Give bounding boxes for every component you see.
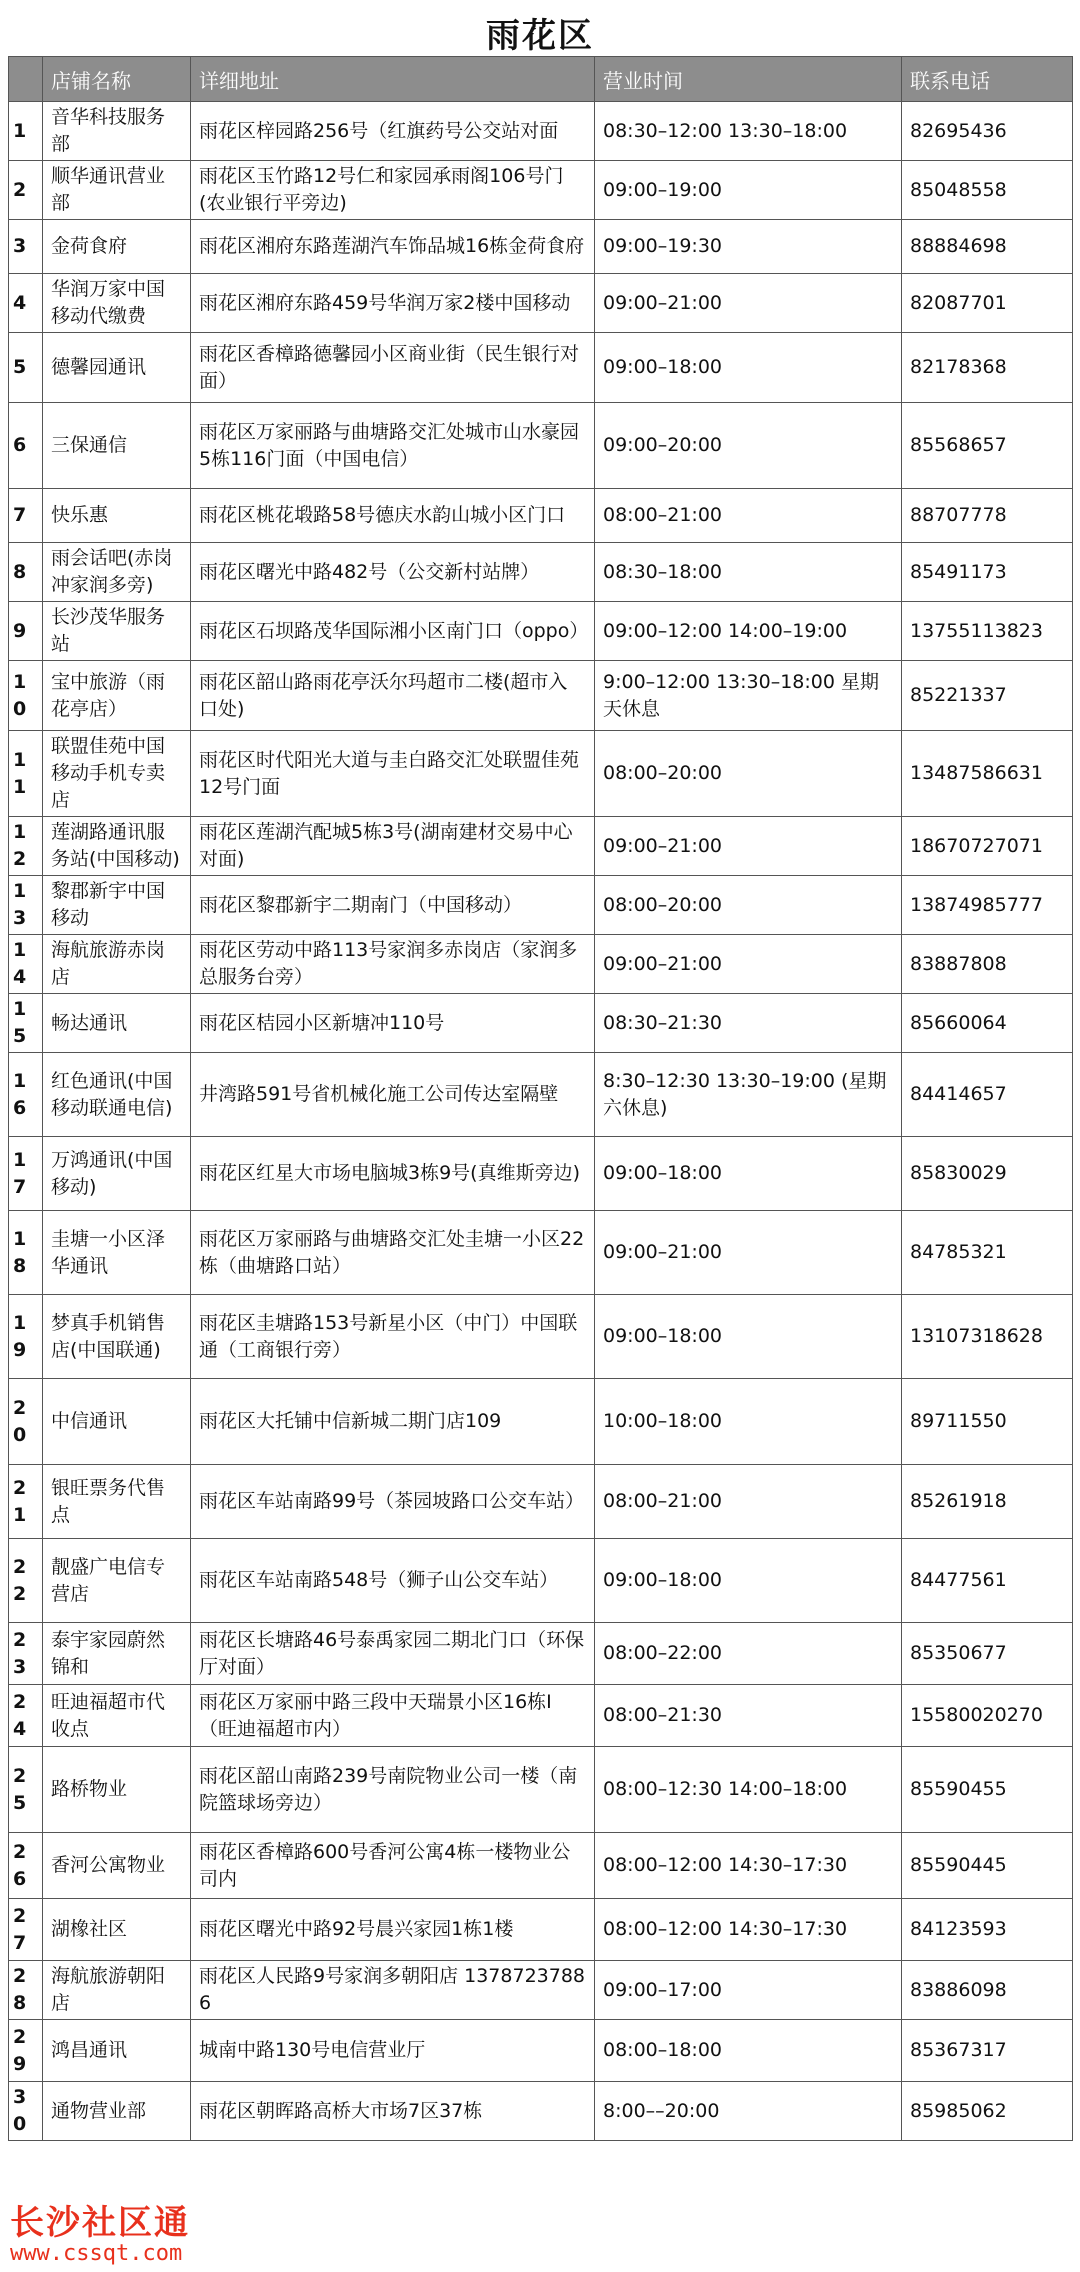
phone-cell: 85367317 xyxy=(902,2020,1073,2082)
hours-cell: 08:00–12:30 14:00–18:00 xyxy=(595,1747,902,1833)
table-row xyxy=(9,543,1073,602)
page-title: 雨花区 xyxy=(486,16,594,56)
phone-cell: 85350677 xyxy=(902,1623,1073,1685)
row-index: 13 xyxy=(9,876,43,935)
phone-cell: 85568657 xyxy=(902,403,1073,489)
row-index: 28 xyxy=(9,1961,43,2020)
table-row xyxy=(9,403,1073,489)
table-row xyxy=(9,1539,1073,1623)
phone-cell: 13755113823 xyxy=(902,602,1073,661)
store-name-cell: 鸿昌通讯 xyxy=(43,2020,191,2082)
phone-cell: 85221337 xyxy=(902,661,1073,731)
row-index: 6 xyxy=(9,403,43,489)
store-name-cell: 通物营业部 xyxy=(43,2082,191,2141)
table-row xyxy=(9,1623,1073,1685)
address-cell: 雨花区石坝路茂华国际湘小区南门口（oppo） xyxy=(191,602,595,661)
store-name-cell: 万鸿通讯(中国移动) xyxy=(43,1137,191,1211)
phone-cell: 82695436 xyxy=(902,102,1073,161)
store-name-cell: 德馨园通讯 xyxy=(43,333,191,403)
address-cell: 雨花区桃花塅路58号德庆水韵山城小区门口 xyxy=(191,489,595,543)
row-index: 3 xyxy=(9,220,43,274)
phone-cell: 88884698 xyxy=(902,220,1073,274)
table-row xyxy=(9,731,1073,817)
hours-cell: 8:30–12:30 13:30–19:00 (星期六休息) xyxy=(595,1053,902,1137)
store-name-cell: 顺华通讯营业部 xyxy=(43,161,191,220)
watermark-url: www.cssqt.com xyxy=(10,2241,183,2266)
row-index: 30 xyxy=(9,2082,43,2141)
hours-cell: 09:00–21:00 xyxy=(595,1211,902,1295)
store-name-cell: 黎郡新宇中国移动 xyxy=(43,876,191,935)
address-cell: 雨花区人民路9号家润多朝阳店 13787237886 xyxy=(191,1961,595,2020)
store-name-cell: 雨会话吧(赤岗冲家润多旁) xyxy=(43,543,191,602)
address-cell: 雨花区曙光中路482号（公交新村站牌） xyxy=(191,543,595,602)
store-name-cell: 莲湖路通讯服务站(中国移动) xyxy=(43,817,191,876)
row-index: 8 xyxy=(9,543,43,602)
hours-cell: 08:30–12:00 13:30–18:00 xyxy=(595,102,902,161)
store-name-cell: 宝中旅游（雨花亭店） xyxy=(43,661,191,731)
table-row xyxy=(9,1747,1073,1833)
address-cell: 雨花区桔园小区新塘冲110号 xyxy=(191,994,595,1053)
header-phone: 联系电话 xyxy=(902,57,1073,102)
address-cell: 雨花区长塘路46号泰禹家园二期北门口（环保厅对面） xyxy=(191,1623,595,1685)
store-name-cell: 梦真手机销售店(中国联通) xyxy=(43,1295,191,1379)
store-name-cell: 联盟佳苑中国移动手机专卖店 xyxy=(43,731,191,817)
phone-cell: 85048558 xyxy=(902,161,1073,220)
phone-cell: 88707778 xyxy=(902,489,1073,543)
hours-cell: 09:00–19:00 xyxy=(595,161,902,220)
phone-cell: 85590445 xyxy=(902,1833,1073,1899)
phone-cell: 18670727071 xyxy=(902,817,1073,876)
table-row xyxy=(9,994,1073,1053)
row-index: 19 xyxy=(9,1295,43,1379)
store-name-cell: 长沙茂华服务站 xyxy=(43,602,191,661)
hours-cell: 08:00–12:00 14:30–17:30 xyxy=(595,1899,902,1961)
store-name-cell: 快乐惠 xyxy=(43,489,191,543)
hours-cell: 09:00–18:00 xyxy=(595,1137,902,1211)
store-name-cell: 金荷食府 xyxy=(43,220,191,274)
row-index: 10 xyxy=(9,661,43,731)
store-name-cell: 三保通信 xyxy=(43,403,191,489)
table-row xyxy=(9,2082,1073,2141)
header-index xyxy=(9,57,43,102)
row-index: 29 xyxy=(9,2020,43,2082)
table-row xyxy=(9,2020,1073,2082)
table-row xyxy=(9,274,1073,333)
hours-cell: 09:00–18:00 xyxy=(595,1295,902,1379)
table-header-row xyxy=(9,57,1073,102)
row-index: 12 xyxy=(9,817,43,876)
row-index: 26 xyxy=(9,1833,43,1899)
address-cell: 雨花区朝晖路高桥大市场7区37栋 xyxy=(191,2082,595,2141)
store-name-cell: 湖橡社区 xyxy=(43,1899,191,1961)
hours-cell: 08:00–21:00 xyxy=(595,489,902,543)
store-name-cell: 香河公寓物业 xyxy=(43,1833,191,1899)
hours-cell: 08:00–21:30 xyxy=(595,1685,902,1747)
hours-cell: 09:00–21:00 xyxy=(595,274,902,333)
phone-cell: 84414657 xyxy=(902,1053,1073,1137)
phone-cell: 82087701 xyxy=(902,274,1073,333)
header-address: 详细地址 xyxy=(191,57,595,102)
address-cell: 雨花区时代阳光大道与圭白路交汇处联盟佳苑12号门面 xyxy=(191,731,595,817)
row-index: 9 xyxy=(9,602,43,661)
table-row xyxy=(9,1053,1073,1137)
row-index: 15 xyxy=(9,994,43,1053)
table-row xyxy=(9,1899,1073,1961)
address-cell: 雨花区梓园路256号（红旗药号公交站对面 xyxy=(191,102,595,161)
store-name-cell: 中信通讯 xyxy=(43,1379,191,1465)
address-cell: 雨花区车站南路99号（茶园坡路口公交车站） xyxy=(191,1465,595,1539)
hours-cell: 08:30–21:30 xyxy=(595,994,902,1053)
phone-cell: 85261918 xyxy=(902,1465,1073,1539)
table-row xyxy=(9,1379,1073,1465)
row-index: 11 xyxy=(9,731,43,817)
address-cell: 雨花区韶山路雨花亭沃尔玛超市二楼(超市入口处) xyxy=(191,661,595,731)
hours-cell: 08:00–12:00 14:30–17:30 xyxy=(595,1833,902,1899)
hours-cell: 09:00–21:00 xyxy=(595,817,902,876)
row-index: 14 xyxy=(9,935,43,994)
store-name-cell: 圭塘一小区泽华通讯 xyxy=(43,1211,191,1295)
row-index: 7 xyxy=(9,489,43,543)
phone-cell: 84123593 xyxy=(902,1899,1073,1961)
hours-cell: 09:00–18:00 xyxy=(595,333,902,403)
table-row xyxy=(9,1961,1073,2020)
table-row xyxy=(9,161,1073,220)
table-row xyxy=(9,817,1073,876)
hours-cell: 09:00–18:00 xyxy=(595,1539,902,1623)
store-table xyxy=(8,56,1073,2141)
row-index: 20 xyxy=(9,1379,43,1465)
phone-cell: 85830029 xyxy=(902,1137,1073,1211)
address-cell: 雨花区万家丽路与曲塘路交汇处城市山水豪园5栋116门面（中国电信） xyxy=(191,403,595,489)
row-index: 27 xyxy=(9,1899,43,1961)
watermark-main-text: 长沙社区通 xyxy=(10,2203,190,2243)
table-row xyxy=(9,661,1073,731)
address-cell: 雨花区万家丽路与曲塘路交汇处圭塘一小区22栋（曲塘路口站） xyxy=(191,1211,595,1295)
header-store-name: 店铺名称 xyxy=(43,57,191,102)
hours-cell: 08:00–18:00 xyxy=(595,2020,902,2082)
row-index: 17 xyxy=(9,1137,43,1211)
store-name-cell: 泰宇家园蔚然锦和 xyxy=(43,1623,191,1685)
address-cell: 雨花区玉竹路12号仁和家园承雨阁106号门(农业银行平旁边) xyxy=(191,161,595,220)
address-cell: 雨花区湘府东路459号华润万家2楼中国移动 xyxy=(191,274,595,333)
table-row xyxy=(9,489,1073,543)
address-cell: 雨花区万家丽中路三段中天瑞景小区16栋I（旺迪福超市内） xyxy=(191,1685,595,1747)
hours-cell: 08:30–18:00 xyxy=(595,543,902,602)
table-row xyxy=(9,602,1073,661)
phone-cell: 84477561 xyxy=(902,1539,1073,1623)
table-row xyxy=(9,1685,1073,1747)
table-row xyxy=(9,1833,1073,1899)
row-index: 25 xyxy=(9,1747,43,1833)
row-index: 4 xyxy=(9,274,43,333)
phone-cell: 85660064 xyxy=(902,994,1073,1053)
address-cell: 雨花区红星大市场电脑城3栋9号(真维斯旁边) xyxy=(191,1137,595,1211)
phone-cell: 13874985777 xyxy=(902,876,1073,935)
address-cell: 雨花区黎郡新宇二期南门（中国移动） xyxy=(191,876,595,935)
row-index: 21 xyxy=(9,1465,43,1539)
store-name-cell: 华润万家中国移动代缴费 xyxy=(43,274,191,333)
address-cell: 雨花区大托铺中信新城二期门店109 xyxy=(191,1379,595,1465)
phone-cell: 13107318628 xyxy=(902,1295,1073,1379)
phone-cell: 85590455 xyxy=(902,1747,1073,1833)
row-index: 1 xyxy=(9,102,43,161)
address-cell: 城南中路130号电信营业厅 xyxy=(191,2020,595,2082)
address-cell: 雨花区车站南路548号（狮子山公交车站） xyxy=(191,1539,595,1623)
phone-cell: 85491173 xyxy=(902,543,1073,602)
store-name-cell: 畅达通讯 xyxy=(43,994,191,1053)
row-index: 2 xyxy=(9,161,43,220)
address-cell: 雨花区莲湖汽配城5栋3号(湖南建材交易中心对面) xyxy=(191,817,595,876)
table-body xyxy=(9,102,1073,2141)
address-cell: 雨花区韶山南路239号南院物业公司一楼（南院篮球场旁边） xyxy=(191,1747,595,1833)
address-cell: 雨花区曙光中路92号晨兴家园1栋1楼 xyxy=(191,1899,595,1961)
hours-cell: 09:00–21:00 xyxy=(595,935,902,994)
hours-cell: 09:00–20:00 xyxy=(595,403,902,489)
table-row xyxy=(9,935,1073,994)
store-name-cell: 银旺票务代售点 xyxy=(43,1465,191,1539)
header-hours: 营业时间 xyxy=(595,57,902,102)
address-cell: 雨花区圭塘路153号新星小区（中门）中国联通（工商银行旁） xyxy=(191,1295,595,1379)
hours-cell: 08:00–20:00 xyxy=(595,876,902,935)
table-row xyxy=(9,102,1073,161)
store-name-cell: 红色通讯(中国移动联通电信) xyxy=(43,1053,191,1137)
store-name-cell: 靓盛广电信专营店 xyxy=(43,1539,191,1623)
store-name-cell: 海航旅游朝阳店 xyxy=(43,1961,191,2020)
phone-cell: 82178368 xyxy=(902,333,1073,403)
table-row xyxy=(9,333,1073,403)
phone-cell: 83886098 xyxy=(902,1961,1073,2020)
hours-cell: 09:00–12:00 14:00–19:00 xyxy=(595,602,902,661)
table-row xyxy=(9,1137,1073,1211)
address-cell: 雨花区劳动中路113号家润多赤岗店（家润多总服务台旁） xyxy=(191,935,595,994)
store-name-cell: 路桥物业 xyxy=(43,1747,191,1833)
phone-cell: 83887808 xyxy=(902,935,1073,994)
row-index: 22 xyxy=(9,1539,43,1623)
hours-cell: 08:00–22:00 xyxy=(595,1623,902,1685)
phone-cell: 13487586631 xyxy=(902,731,1073,817)
store-name-cell: 旺迪福超市代收点 xyxy=(43,1685,191,1747)
row-index: 23 xyxy=(9,1623,43,1685)
row-index: 16 xyxy=(9,1053,43,1137)
hours-cell: 9:00–12:00 13:30–18:00 星期天休息 xyxy=(595,661,902,731)
address-cell: 雨花区香樟路德馨园小区商业街（民生银行对面） xyxy=(191,333,595,403)
table-row xyxy=(9,220,1073,274)
hours-cell: 10:00–18:00 xyxy=(595,1379,902,1465)
table-row xyxy=(9,1295,1073,1379)
row-index: 18 xyxy=(9,1211,43,1295)
row-index: 24 xyxy=(9,1685,43,1747)
row-index: 5 xyxy=(9,333,43,403)
hours-cell: 08:00–21:00 xyxy=(595,1465,902,1539)
hours-cell: 09:00–19:30 xyxy=(595,220,902,274)
address-cell: 雨花区香樟路600号香河公寓4栋一楼物业公司内 xyxy=(191,1833,595,1899)
hours-cell: 08:00–20:00 xyxy=(595,731,902,817)
store-name-cell: 音华科技服务部 xyxy=(43,102,191,161)
table-row xyxy=(9,1211,1073,1295)
phone-cell: 15580020270 xyxy=(902,1685,1073,1747)
hours-cell: 09:00–17:00 xyxy=(595,1961,902,2020)
table-row xyxy=(9,1465,1073,1539)
table-row xyxy=(9,876,1073,935)
address-cell: 井湾路591号省机械化施工公司传达室隔壁 xyxy=(191,1053,595,1137)
address-cell: 雨花区湘府东路莲湖汽车饰品城16栋金荷食府 xyxy=(191,220,595,274)
phone-cell: 85985062 xyxy=(902,2082,1073,2141)
watermark-logo xyxy=(10,2205,190,2266)
phone-cell: 89711550 xyxy=(902,1379,1073,1465)
phone-cell: 84785321 xyxy=(902,1211,1073,1295)
store-name-cell: 海航旅游赤岗店 xyxy=(43,935,191,994)
hours-cell: 8:00––20:00 xyxy=(595,2082,902,2141)
